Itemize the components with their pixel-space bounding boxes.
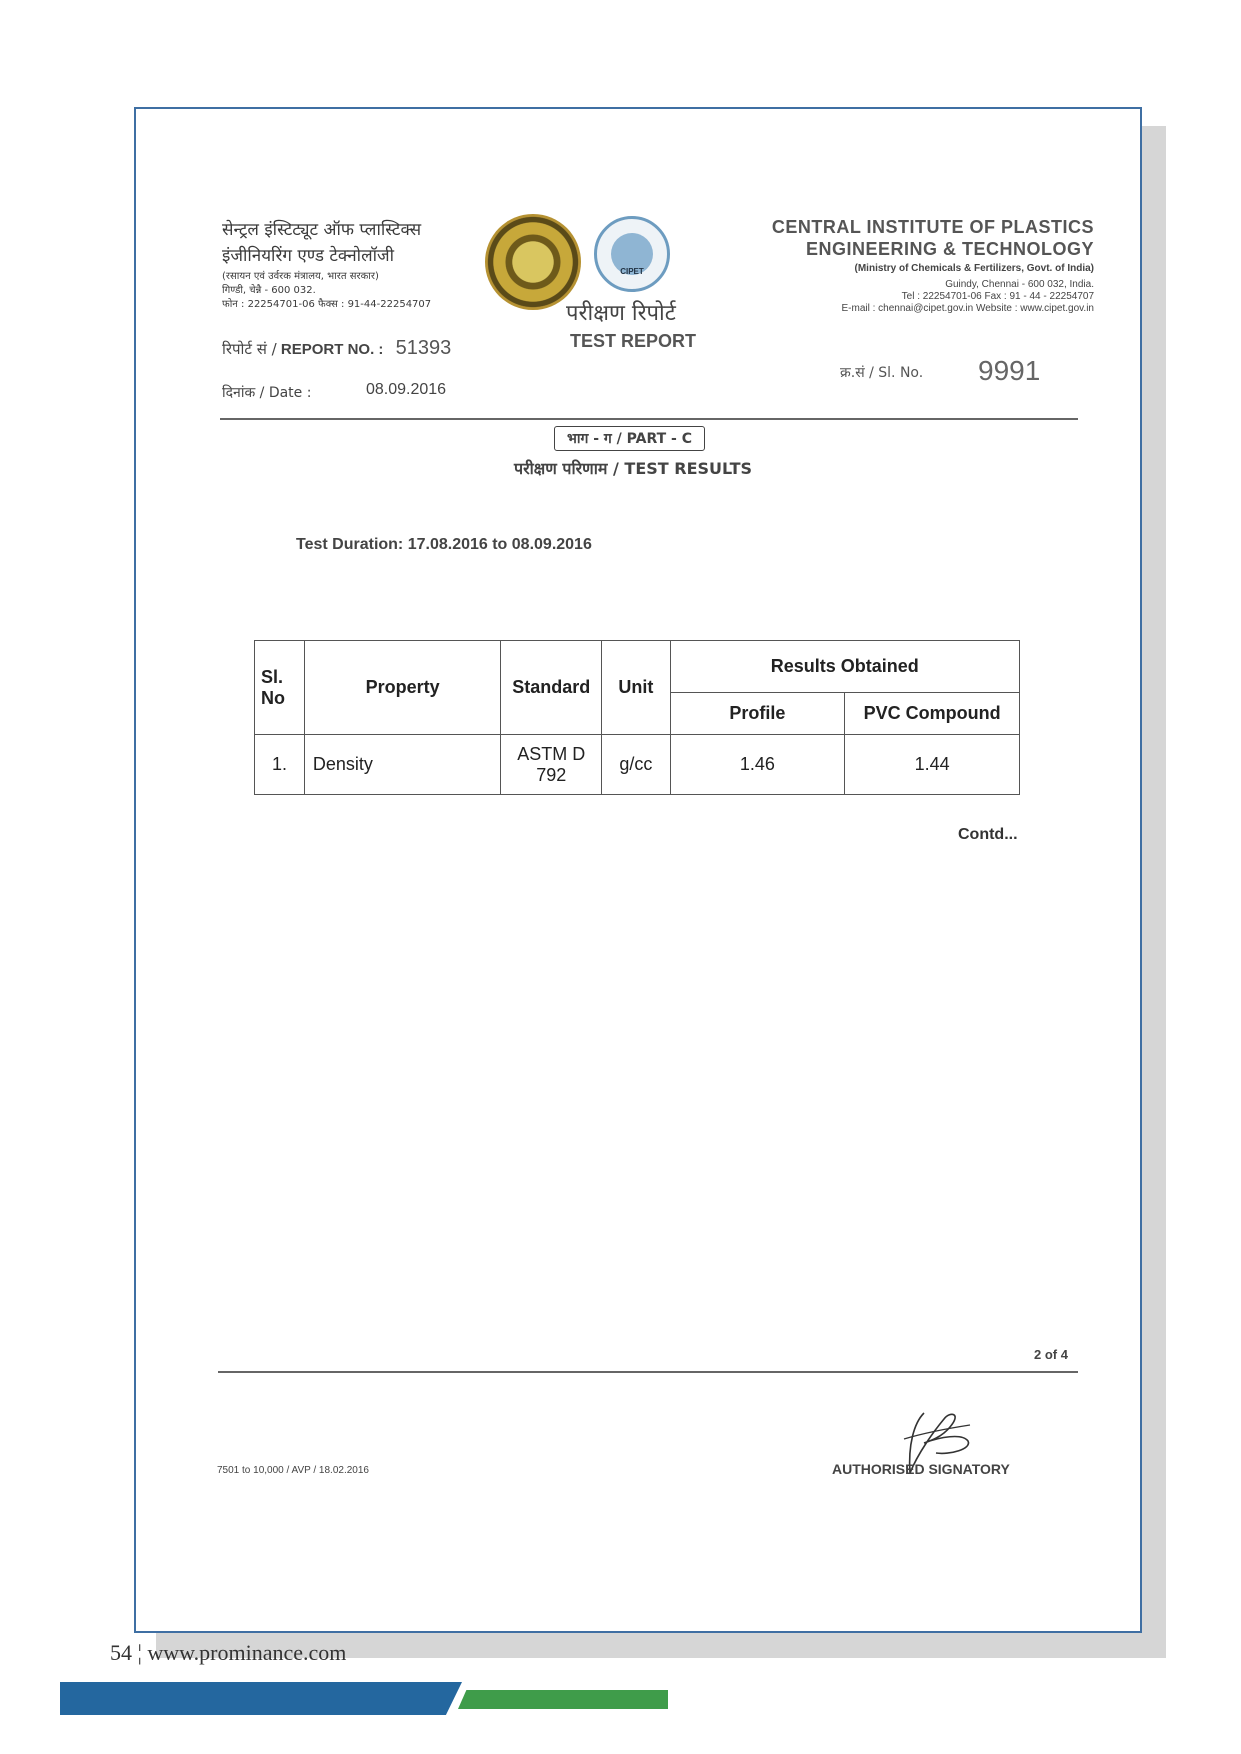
government-seal-icon <box>485 214 581 310</box>
hindi-institute-line-1: सेन्ट्रल इंस्टिट्यूट ऑफ प्लास्टिक्स <box>222 220 422 240</box>
footer-blue-bar <box>60 1682 462 1715</box>
part-label: भाग - ग / PART - C <box>554 426 705 451</box>
email-line: E-mail : chennai@cipet.gov.in Website : www.cipet.gov.in <box>841 303 1094 314</box>
test-results-heading: परीक्षण परिणाम / TEST RESULTS <box>514 459 753 478</box>
hindi-institute-line-2: इंजीनियरिंग एण्ड टेक्नोलॉजी <box>222 246 395 266</box>
tel-line: Tel : 22254701-06 Fax : 91 - 44 - 22254707 <box>901 291 1094 302</box>
footer-divider <box>218 1371 1078 1373</box>
hindi-phone-line: फोन : 22254701-06 फैक्स : 91-44-22254707 <box>222 299 432 310</box>
row-sl: 1. <box>255 735 305 795</box>
hindi-ministry-line: (रसायन एवं उर्वरक मंत्रालय, भारत सरकार) <box>222 271 379 282</box>
institute-name-line-1: CENTRAL INSTITUTE OF PLASTICS <box>771 217 1094 237</box>
report-no-label: REPORT NO. : <box>280 341 384 358</box>
report-no-label-hindi: रिपोर्ट सं / <box>222 340 277 358</box>
row-compound-value: 1.44 <box>845 735 1020 795</box>
header-sl-no: Sl. No <box>255 641 305 735</box>
header-pvc-compound: PVC Compound <box>845 693 1020 735</box>
footer-green-bar <box>458 1690 668 1709</box>
header-property: Property <box>304 641 500 735</box>
cipet-logo-text: CIPET <box>620 267 644 276</box>
page-count: 2 of 4 <box>1034 1347 1068 1362</box>
row-unit: g/cc <box>602 735 670 795</box>
row-profile-value: 1.46 <box>670 735 845 795</box>
ministry-line: (Ministry of Chemicals & Fertilizers, Govt. of India) <box>854 263 1094 274</box>
hindi-address-line: गिण्डी, चेन्नै - 600 032. <box>222 285 316 296</box>
institute-name-line-2: ENGINEERING & TECHNOLOGY <box>805 239 1094 259</box>
row-standard: ASTM D 792 <box>501 735 602 795</box>
cipet-logo-icon <box>594 216 670 292</box>
table-header-row <box>255 641 1020 693</box>
serial-number: 9991 <box>978 355 1041 386</box>
page-footer-text: 54 ¦ www.prominance.com <box>110 1640 347 1665</box>
contd-label: Contd... <box>958 826 1018 843</box>
date-label: दिनांक / Date : <box>222 385 312 401</box>
header-unit: Unit <box>602 641 670 735</box>
row-property: Density <box>304 735 500 795</box>
authorised-signatory: AUTHORISED SIGNATORY <box>832 1461 1010 1477</box>
report-number: 51393 <box>395 337 452 359</box>
address-line: Guindy, Chennai - 600 032, India. <box>945 279 1094 290</box>
hindi-report-title: परीक्षण रिपोर्ट <box>566 301 676 326</box>
test-duration: Test Duration: 17.08.2016 to 08.09.2016 <box>296 536 592 553</box>
header-results-obtained: Results Obtained <box>670 641 1019 693</box>
document-frame <box>134 107 1142 1633</box>
header-profile: Profile <box>670 693 845 735</box>
print-reference: 7501 to 10,000 / AVP / 18.02.2016 <box>217 1465 369 1476</box>
report-title: TEST REPORT <box>570 331 697 351</box>
table-row <box>255 735 1020 795</box>
report-number-row <box>222 337 451 360</box>
header-divider <box>220 418 1078 420</box>
serial-label: क्र.सं / Sl. No. <box>840 365 924 381</box>
results-table <box>254 640 1020 795</box>
report-date: 08.09.2016 <box>366 381 447 398</box>
header-standard: Standard <box>501 641 602 735</box>
